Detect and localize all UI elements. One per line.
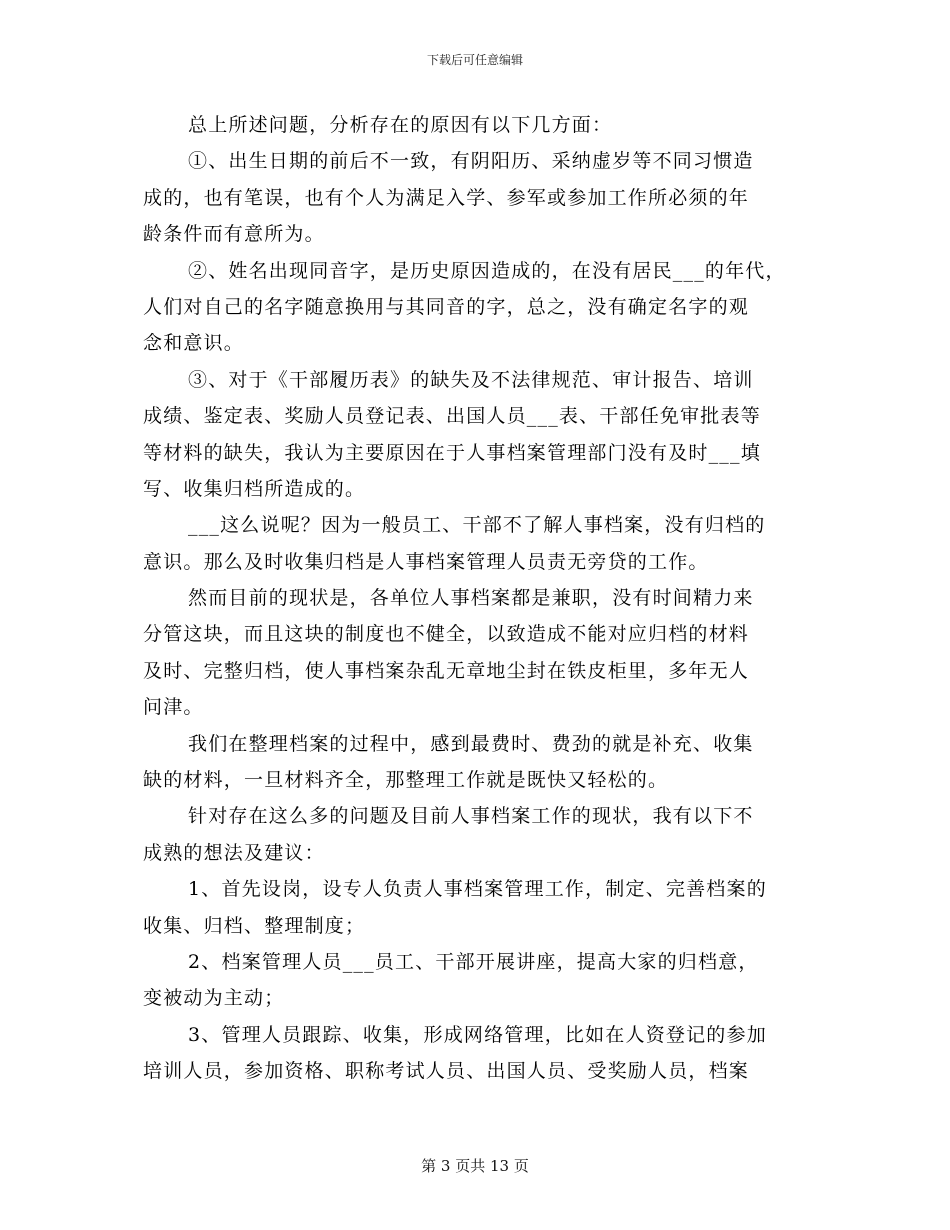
text-line: 问津。 (143, 696, 204, 719)
body-text (143, 107, 807, 1090)
text-line: ③、对于《干部履历表》的缺失及不法律规范、审计报告、培训 (188, 368, 754, 391)
text-line: 分管这块，而且这块的制度也不健全，以致造成不能对应归档的材料 (143, 623, 750, 646)
text-line: 成的，也有笔误，也有个人为满足入学、参军或参加工作所必须的年 (143, 186, 750, 209)
text-line: 念和意识。 (143, 332, 245, 355)
text-line: 意识。那么及时收集归档是人事档案管理人员责无旁贷的工作。 (143, 550, 709, 573)
text-line: 我们在整理档案的过程中，感到最费时、费劲的就是补充、收集 (188, 732, 754, 755)
text-line: 1、首先设岗，设专人负责人事档案管理工作，制定、完善档案的 (188, 878, 767, 901)
text-line: 2、档案管理人员___员工、干部开展讲座，提高大家的归档意， (188, 950, 759, 973)
text-line: 及时、完整归档，使人事档案杂乱无章地尘封在铁皮柜里，多年无人 (143, 659, 750, 682)
text-line: 成熟的想法及建议： (143, 841, 325, 864)
text-line: 等材料的缺失，我认为主要原因在于人事档案管理部门没有及时___填 (143, 441, 761, 464)
text-line: 总上所述问题，分析存在的原因有以下几方面： (188, 114, 613, 136)
page-footer: 第 3 页共 13 页 (421, 1157, 529, 1175)
page-header: 下载后可任意编辑 (426, 53, 523, 67)
text-line: 针对存在这么多的问题及目前人事档案工作的现状，我有以下不 (188, 805, 754, 828)
text-line: 缺的材料，一旦材料齐全，那整理工作就是既快又轻松的。 (143, 769, 669, 792)
text-line: 3、管理人员跟踪、收集，形成网络管理，比如在人资登记的参加 (188, 1023, 767, 1046)
text-line: ___这么说呢？因为一般员工、干部不了解人事档案，没有归档的 (188, 514, 766, 537)
text-line: ①、出生日期的前后不一致，有阴阳历、采纳虚岁等不同习惯造 (188, 150, 754, 173)
text-line: 写、收集归档所造成的。 (143, 477, 366, 500)
text-line: 培训人员，参加资格、职称考试人员、出国人员、受奖励人员，档案 (143, 1060, 750, 1083)
text-line: 人们对自己的名字随意换用与其同音的字，总之，没有确定名字的观 (143, 295, 750, 318)
text-line: 收集、归档、整理制度； (143, 914, 366, 937)
text-line: 变被动为主动； (143, 987, 285, 1010)
text-line: 成绩、鉴定表、奖励人员登记表、出国人员___表、干部任免审批表等 (143, 405, 761, 428)
text-line: 龄条件而有意所为。 (143, 223, 325, 246)
text-line: 然而目前的现状是，各单位人事档案都是兼职，没有时间精力来 (188, 587, 754, 610)
text-line: ②、姓名出现同音字，是历史原因造成的，在没有居民___的年代， (188, 259, 786, 282)
